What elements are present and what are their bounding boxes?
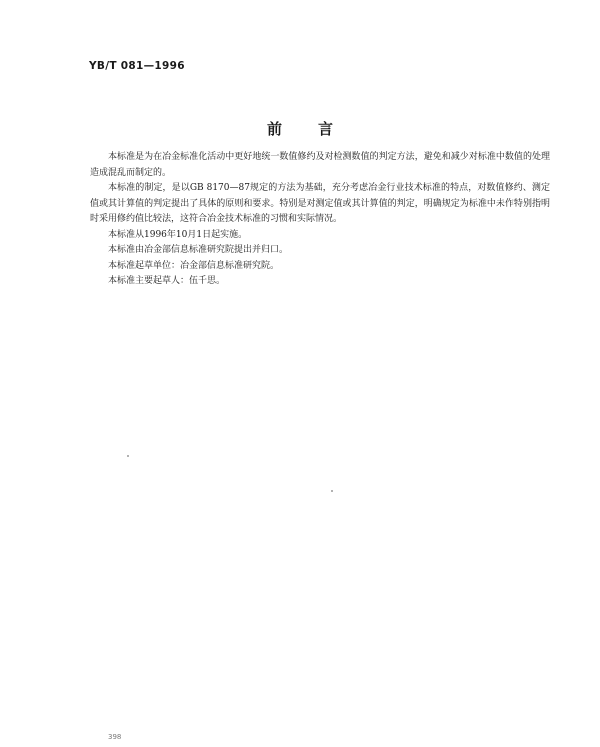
scan-speck (331, 490, 333, 492)
scan-speck (127, 455, 129, 457)
page-title: 前言 (266, 120, 369, 138)
standard-code: YB/T 081—1996 (89, 60, 185, 72)
foreword-paragraph-drafter: 本标准主要起草人：伍千思。 (108, 276, 226, 286)
foreword-body (90, 150, 550, 290)
foreword-paragraph-purpose: 本标准是为在冶金标准化活动中更好地统一数值修约及对检测数值的判定方法，避免和减少对标准中数值的处理造成混乱而制定的。 (90, 152, 550, 178)
foreword-paragraph-effective-date: 本标准从1996年10月1日起实施。 (108, 229, 248, 240)
page-number: 398 (108, 733, 122, 741)
foreword-paragraph-basis: 本标准的制定，是以GB 8170—87规定的方法为基础，充分考虑冶金行业技术标准的特点，对数值修约、测定值或其计算值的判定提出了具体的原则和要求。特别是对测定值或其计算值的判定，明确规定为标准中未作特别指明时采用修约值比较法，这符合冶金技术标准的习惯和实际情况。 (90, 183, 550, 224)
foreword-paragraph-drafting-unit: 本标准起草单位：冶金部信息标准研究院。 (108, 260, 280, 271)
foreword-paragraph-proposer: 本标准由冶金部信息标准研究院提出并归口。 (108, 245, 289, 255)
